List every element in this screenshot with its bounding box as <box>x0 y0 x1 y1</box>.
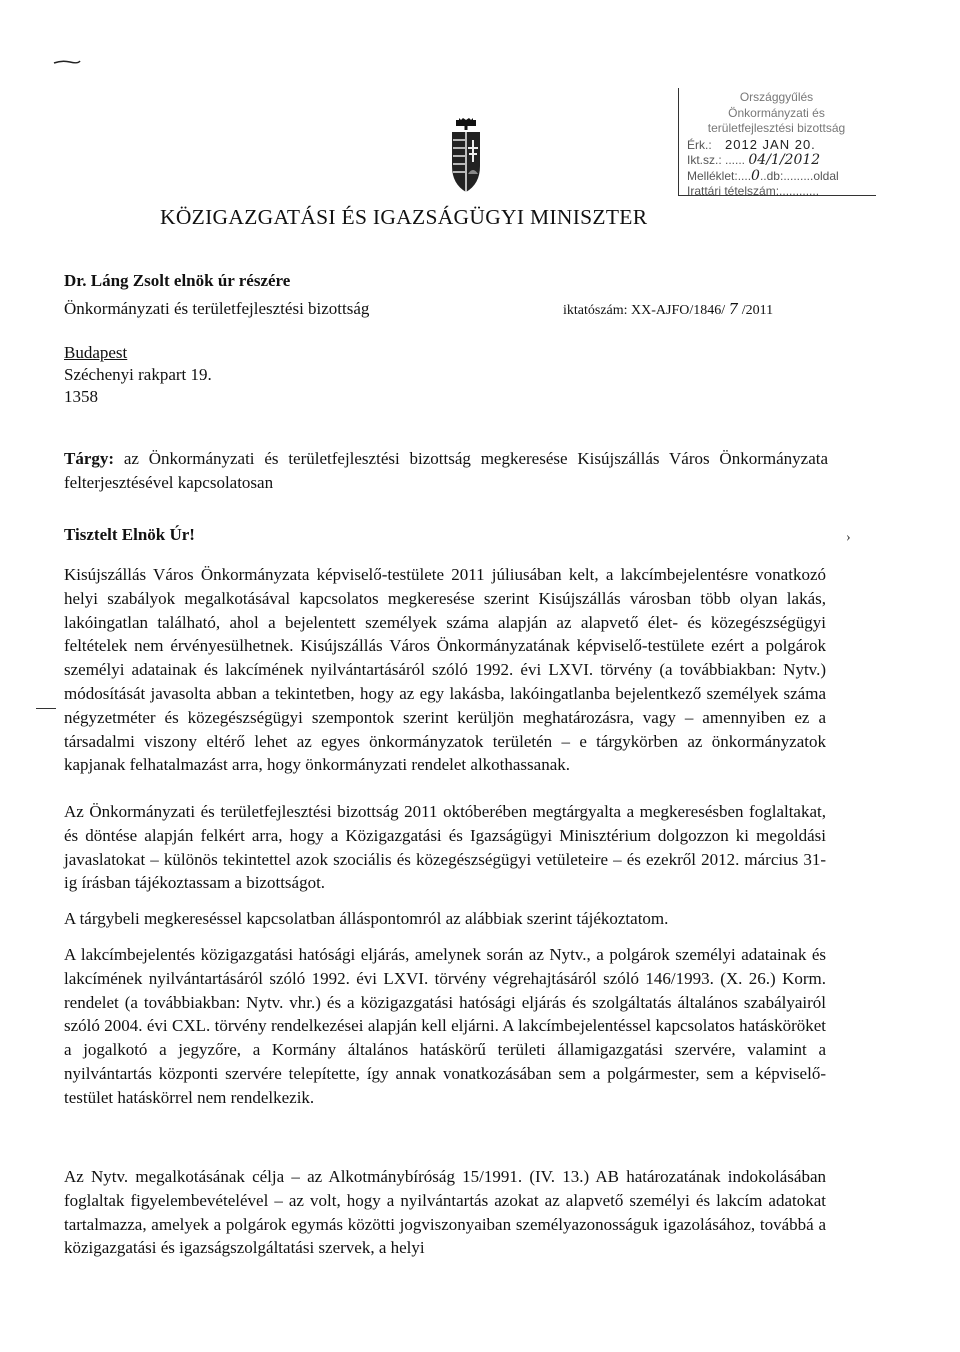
paragraph-5 <box>64 1165 826 1260</box>
stamp-attachment-label: Melléklet: <box>687 168 738 183</box>
paragraph-4 <box>64 943 826 1110</box>
margin-mark: › <box>846 530 851 545</box>
stamp-iktsz-value: 04/1/2012 <box>748 152 821 168</box>
stamp-line-3: területfejlesztési bizottság <box>707 121 846 135</box>
stamp-db-label: db: <box>766 168 784 183</box>
stamp-iktsz-label: Ikt.sz.: <box>687 153 722 167</box>
reference-number <box>563 300 773 319</box>
paragraph-text: A lakcímbejelentés közigazgatási hatósági eljárás, amelynek során az Nytv., a polgárok személyi adatainak és lakcímének nyilvántartásáról szóló 1992. évi LXVI. törvény végrehajtásáról szóló 146/1993. (X. 26.) Korm. rendelet (a továbbiakban: Nytv. vhr.) és a közigazgatási hatósági eljárás és szolgáltatás általános szabályairól szóló 2004. évi CXL. törvény rendelkezései alapján kell eljárni. A lakcímbejelentéssel kapcsolatos hatásköröket a jogalkotó a jegyzőre, a Kormány általános hatáskörű területi államigazgatási szervére, valamint a nyilvántartás központi szervére telepítette, így annak vonatkozásában sem a polgármester, sem a képviselő-testület hatáskörrel nem rendelkezik. <box>64 945 826 1107</box>
stamp-line-2: Önkormányzati és <box>728 105 825 120</box>
paragraph-3 <box>64 907 826 931</box>
paragraph-text: Kisújszállás Város Önkormányzata képviselő-testülete 2011 júliusában kelt, a lakcímbejelentésre vonatkozó helyi szabályok megalkotásával kapcsolatos megkeresése szerint Kisújszállás városban több olyan lakás, lakóingatlan található, ahol a bejelentett személyek száma alapján az alapvető élet- és közegészségügyi feltételek nem érvényesülhetnek. Kisújszállás Város Önkormányzatának képviselő-testülete ezért a polgárok személyi adatainak és lakcímének nyilvántartásáról szóló 1992. évi LXVI. törvény (a továbbiakban: Nytv.) módosítását javasolta abban a tekintetben, hogy az egy lakásba, lakóingatlanba bejelentkező személyek száma négyzetméter és közegészségügyi szempontok szerint kerüljön meghatározásra, vagy – amennyiben ez a társadalmi viszony eltérő lehet az egyes önkormányzatok területén – e tárgykörben az önkormányzatok kapjanak felhatalmazást arra, hogy önkormányzati rendelet alkothassanak. <box>64 565 826 775</box>
reference-handwritten: 7 <box>728 300 739 318</box>
stamp-iktsz-row: Ikt.sz.: ...... 04/1/2012 <box>687 152 821 168</box>
subject-text: az Önkormányzati és területfejlesztési bizottság megkeresése Kisújszállás Város Önkormányzata felterjesztésével kapcsolatosan <box>64 449 829 492</box>
recipient-zip: 1358 <box>64 387 98 406</box>
reference-suffix: /2011 <box>741 303 774 318</box>
paragraph-text: A tárgybeli megkereséssel kapcsolatban álláspontomról az alábbiak szerint tájékoztatom. <box>64 909 669 928</box>
reference-label: iktatószám: XX-AJFO/1846/ <box>563 303 726 318</box>
recipient-name: Dr. Láng Zsolt elnök úr részére <box>64 271 291 290</box>
paragraph-1 <box>64 563 826 777</box>
stamp-attachment-count: 0 <box>751 167 760 184</box>
registration-stamp <box>678 88 876 196</box>
paragraph-text: Az Nytv. megalkotásának célja – az Alkotmánybíróság 15/1991. (IV. 13.) AB határozatának indokolásában foglaltak figyelembevételével – az volt, hogy a nyilvántartás azokat az alapvető személyi és lakcím adatokat tartalmazza, amelyek a polgárok egymás közötti jogviszonyaiban személyazonosságuk igazolásához, továbbá a közigazgatási és igazságszolgáltatási szervek, a helyi <box>64 1167 826 1258</box>
paragraph-text: Az Önkormányzati és területfejlesztési bizottság 2011 októberében megtárgyalta a megkeresésben foglaltakat, és döntése alapján felkért arra, hogy a Közigazgatási és Igazságügyi Minisztérium dolgozzon ki megoldási javaslatokat – különös tekintettel azok szociális és közegészségügyi vetületeire – és ezekről 2012. március 31-ig írásban tájékoztassam a bizottságot. <box>64 802 826 893</box>
subject-label: Tárgy: <box>64 449 115 468</box>
salutation: Tisztelt Elnök Úr! <box>64 525 195 544</box>
stamp-page-label: oldal <box>813 168 839 183</box>
stamp-file-row: Irattári tételszám:............ <box>687 184 820 198</box>
stamp-file-label: Irattári tételszám: <box>687 184 780 198</box>
paragraph-2 <box>64 800 826 895</box>
stamp-received-label: Érk.: <box>687 137 712 152</box>
margin-dash <box>36 708 56 709</box>
stamp-line-1: Országgyűlés <box>739 90 814 104</box>
stamp-attachment-row: Melléklet:....0..db:.........oldal <box>687 167 839 184</box>
recipient-city: Budapest <box>64 343 128 362</box>
pen-mark <box>52 58 82 66</box>
ministry-title: KÖZIGAZGATÁSI ÉS IGAZSÁGÜGYI MINISZTER <box>160 205 648 229</box>
stamp-received-row <box>687 137 876 154</box>
coat-of-arms-icon <box>446 118 486 194</box>
subject <box>64 447 828 495</box>
recipient-street: Széchenyi rakpart 19. <box>64 365 212 384</box>
recipient-committee: Önkormányzati és területfejlesztési bizottság <box>64 299 370 318</box>
stamp-received-date: 2012 JAN 20. <box>725 136 816 152</box>
